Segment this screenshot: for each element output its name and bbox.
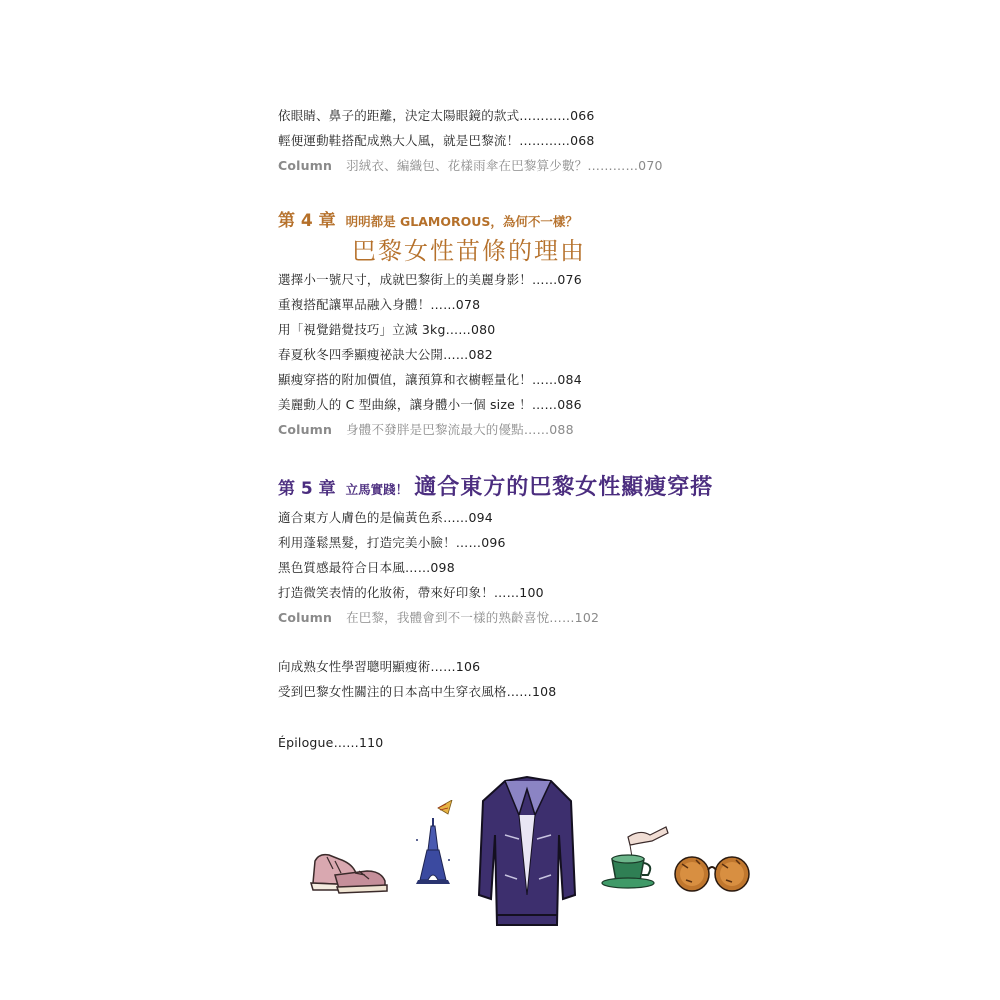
toc-item: 重複搭配讓單品融入身體！……078 [278, 297, 481, 312]
column-tag: Column [278, 158, 333, 173]
toc-item: 顯瘦穿搭的附加價值，讓預算和衣櫥輕量化！……084 [278, 372, 582, 387]
column-text: 羽絨衣、編織包、花樣雨傘在巴黎算少數？…………070 [346, 158, 663, 173]
column-tag: Column [278, 610, 333, 625]
toc-item: 選擇小一號尺寸，成就巴黎街上的美麗身影！……076 [278, 272, 582, 287]
toc-item: 利用蓬鬆黑髮，打造完美小臉！……096 [278, 535, 506, 550]
toc-item: 適合東方人膚色的是偏黃色系……094 [278, 510, 493, 525]
chapter-4-title: 巴黎女性苗條的理由 [352, 237, 586, 265]
toc-item: 向成熟女性學習聰明顯瘦術……106 [278, 659, 481, 674]
chapter-number: 第 4 章 [278, 211, 336, 231]
toc-item: 打造微笑表情的化妝術，帶來好印象！……100 [278, 585, 544, 600]
chapter-4-heading [278, 206, 578, 231]
toc-item: 輕便運動鞋搭配成熟大人風，就是巴黎流！…………068 [278, 133, 595, 148]
toc-column [278, 158, 663, 174]
sneakers-icon [305, 835, 390, 895]
chapter-5-heading [278, 470, 713, 501]
epilogue: Épilogue……110 [278, 735, 384, 750]
leather-jacket-icon [475, 775, 580, 930]
chapter-number: 第 5 章 [278, 479, 336, 499]
sunglasses-icon [672, 850, 752, 895]
chapter-subtitle: 立馬實踐！ [345, 482, 409, 497]
column-text: 在巴黎，我體會到不一樣的熟齡喜悅……102 [346, 610, 600, 625]
column-tag: Column [278, 422, 333, 437]
toc-item: 美麗動人的 C 型曲線，讓身體小一個 size ！……086 [278, 397, 582, 412]
toc-column [278, 610, 599, 626]
eiffel-tower-icon [408, 800, 458, 895]
toc-item: 春夏秋冬四季顯瘦祕訣大公開……082 [278, 347, 493, 362]
toc-item: 黑色質感最符合日本風……098 [278, 560, 455, 575]
chapter-5-title: 適合東方的巴黎女性顯瘦穿搭 [414, 475, 714, 500]
toc-item: 依眼睛、鼻子的距離，決定太陽眼鏡的款式…………066 [278, 108, 595, 123]
toc-item: 受到巴黎女性關注的日本高中生穿衣風格……108 [278, 684, 557, 699]
toc-item: 用「視覺錯覺技巧」立減 3kg……080 [278, 322, 496, 337]
coffee-cup-icon [600, 825, 670, 890]
column-text: 身體不發胖是巴黎流最大的優點……088 [346, 422, 574, 437]
toc-column [278, 422, 574, 438]
chapter-subtitle: 明明都是 GLAMOROUS，為何不一樣？ [345, 214, 578, 229]
